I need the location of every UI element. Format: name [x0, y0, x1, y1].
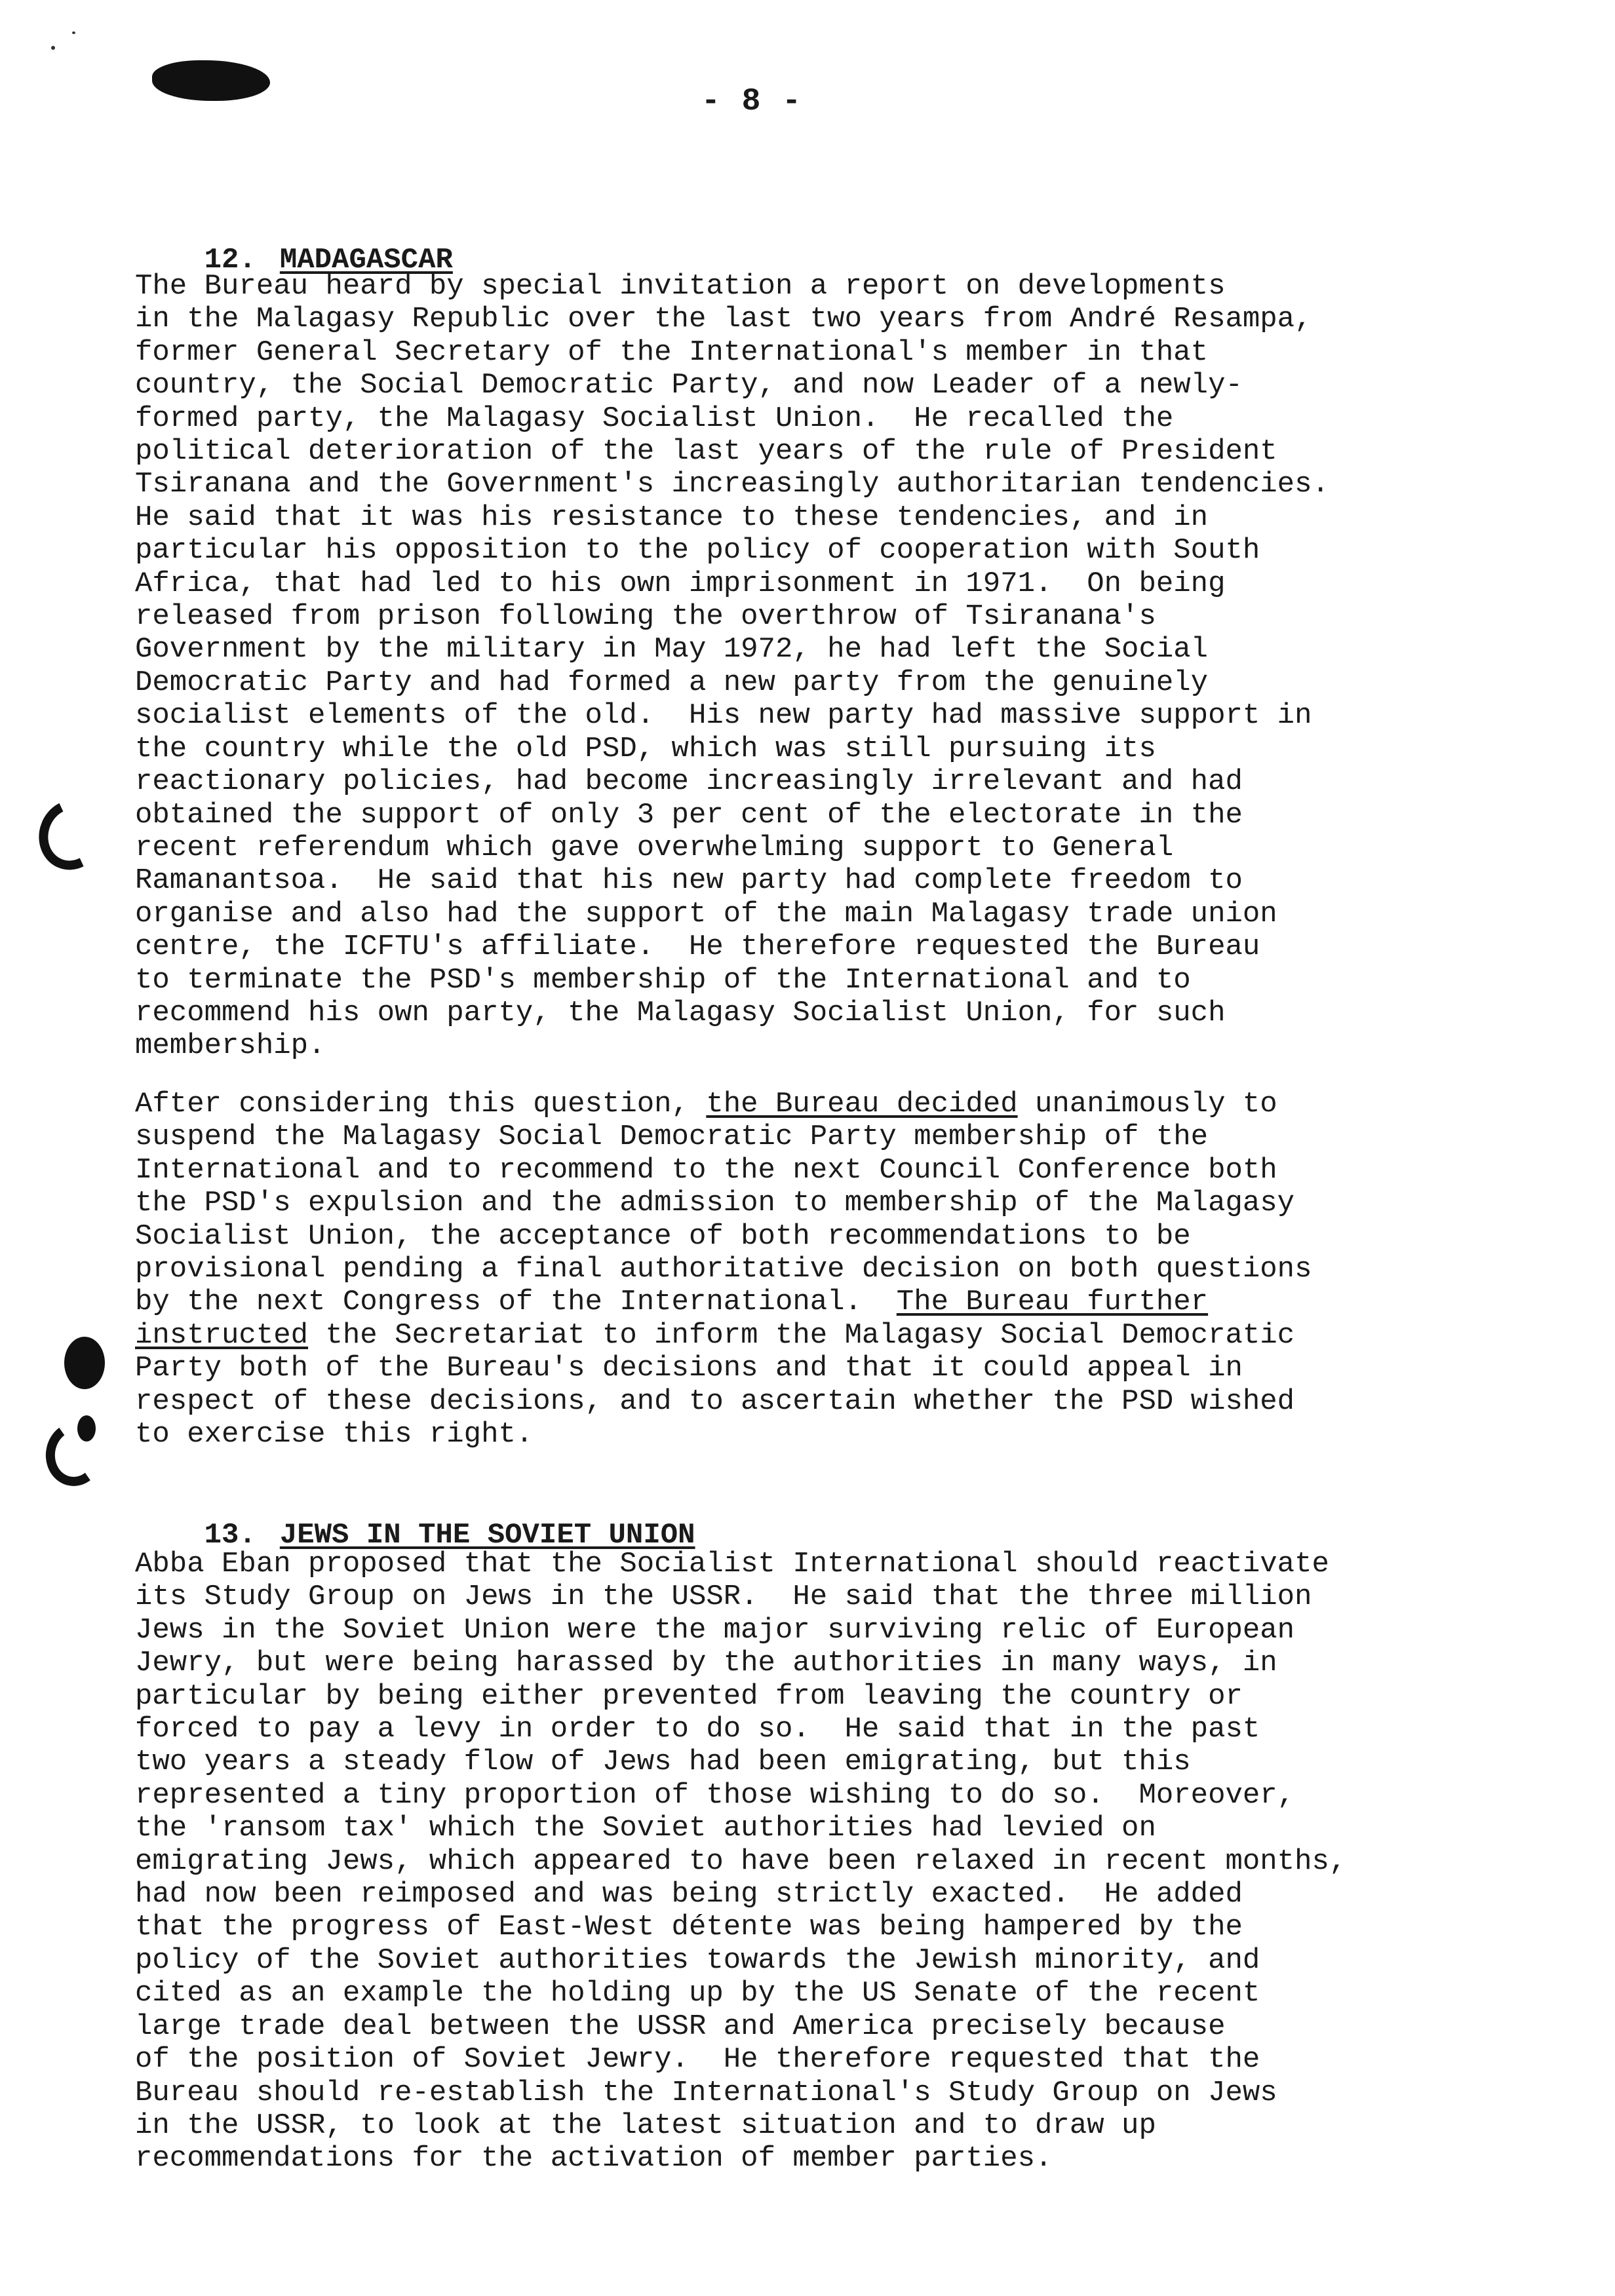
text-line: emigrating Jews, which appeared to have been relaxed in recent months,	[135, 1845, 1347, 1878]
text-segment: After considering this question,	[135, 1088, 707, 1120]
text-line: represented a tiny proportion of those wishing to do so. Moreover,	[135, 1778, 1295, 1812]
underlined-text: The Bureau further	[896, 1286, 1209, 1319]
text-line: socialist elements of the old. His new party had massive support in	[135, 699, 1312, 733]
text-line	[135, 1319, 1538, 1352]
text-line: Ramanantsoa. He said that his new party had complete freedom to	[135, 864, 1243, 898]
text-line: Government by the military in May 1972, he had left the Social	[135, 633, 1209, 666]
text-line: the country while the old PSD, which was still pursuing its	[135, 732, 1156, 765]
paragraph-madagascar-report	[135, 270, 1538, 1063]
underlined-text: the Bureau decided	[706, 1088, 1018, 1120]
text-line: former General Secretary of the International's member in that	[135, 335, 1209, 369]
text-line: large trade deal between the USSR and America precisely because	[135, 2010, 1226, 2043]
text-line	[135, 1088, 1538, 1120]
text-line: suspend the Malagasy Social Democratic Party membership of the	[135, 1120, 1209, 1154]
text-line: that the progress of East-West détente was being hampered by the	[135, 1911, 1243, 1944]
page-number: - 8 -	[701, 84, 803, 119]
text-line: to terminate the PSD's membership of the International and to	[135, 963, 1191, 997]
text-line: two years a steady flow of Jews had been emigrating, but this	[135, 1746, 1191, 1779]
text-line: Jewry, but were being harassed by the authorities in many ways, in	[135, 1647, 1277, 1680]
text-line: Party both of the Bureau's decisions and that it could appeal in	[135, 1352, 1243, 1385]
text-line: recommend his own party, the Malagasy Socialist Union, for such	[135, 996, 1226, 1029]
text-line: particular his opposition to the policy of cooperation with South	[135, 534, 1260, 567]
text-line: particular by being either prevented from leaving the country or	[135, 1679, 1243, 1713]
text-segment: the Secretariat to inform the Malagasy Social Democratic	[308, 1318, 1295, 1352]
text-line: Democratic Party and had formed a new party from the genuinely	[135, 666, 1209, 699]
redaction-mark	[152, 60, 270, 101]
text-line: Jews in the Soviet Union were the major surviving relic of European	[135, 1613, 1295, 1647]
text-line: reactionary policies, had become increasingly irrelevant and had	[135, 765, 1243, 799]
text-line: of the position of Soviet Jewry. He therefore requested that the	[135, 2043, 1260, 2076]
text-line: in the Malagasy Republic over the last two years from André Resampa,	[135, 303, 1312, 336]
text-segment: unanimously to	[1017, 1088, 1277, 1120]
text-line: Bureau should re-establish the International's Study Group on Jews	[135, 2076, 1277, 2109]
text-line: obtained the support of only 3 per cent of the electorate in the	[135, 798, 1243, 832]
text-line: International and to recommend to the next Council Conference both	[135, 1153, 1277, 1187]
text-line: recent referendum which gave overwhelming support to General	[135, 831, 1174, 864]
text-line: the PSD's expulsion and the admission to membership of the Malagasy	[135, 1187, 1295, 1220]
section-number: 12.	[204, 244, 256, 277]
text-line	[135, 1286, 1538, 1318]
text-line: membership.	[135, 1029, 326, 1063]
text-line: to exercise this right.	[135, 1418, 534, 1451]
text-line: had now been reimposed and was being strictly exacted. He added	[135, 1878, 1243, 1911]
text-line: Abba Eban proposed that the Socialist International should reactivate	[135, 1548, 1329, 1580]
scan-speck	[72, 31, 75, 34]
text-line: political deterioration of the last years of the rule of President	[135, 435, 1277, 469]
punch-hole-mark	[41, 1417, 109, 1491]
text-line: organise and also had the support of the main Malagasy trade union	[135, 897, 1277, 930]
text-line: the 'ransom tax' which the Soviet authorities had levied on	[135, 1812, 1156, 1845]
text-line: in the USSR, to look at the latest situation and to draw up	[135, 2109, 1156, 2142]
text-line: Tsiranana and the Government's increasingly authoritarian tendencies.	[135, 468, 1329, 501]
text-line: policy of the Soviet authorities towards the Jewish minority, and	[135, 1943, 1260, 1977]
text-line: The Bureau heard by special invitation a report on developments	[135, 270, 1226, 303]
text-line: provisional pending a final authoritative decision on both questions	[135, 1253, 1312, 1286]
text-segment: by the next Congress of the International.	[135, 1286, 897, 1319]
text-line: forced to pay a levy in order to do so. He said that in the past	[135, 1713, 1260, 1746]
section-title: MADAGASCAR	[279, 244, 453, 277]
punch-hole-mark	[29, 790, 113, 879]
underlined-text: instructed	[135, 1318, 309, 1352]
paragraph-jews-proposal	[135, 1548, 1538, 2175]
text-line: country, the Social Democratic Party, and now Leader of a newly-	[135, 369, 1243, 402]
text-line: He said that it was his resistance to these tendencies, and in	[135, 501, 1209, 534]
text-line: recommendations for the activation of member parties.	[135, 2142, 1053, 2175]
punch-hole-mark	[64, 1337, 105, 1389]
paragraph-madagascar-decision	[135, 1088, 1538, 1451]
text-line: Africa, that had led to his own imprisonment in 1971. On being	[135, 567, 1226, 600]
section-title: JEWS IN THE SOVIET UNION	[279, 1519, 695, 1552]
scan-speck	[51, 46, 55, 50]
text-line: released from prison following the overthrow of Tsiranana's	[135, 600, 1156, 634]
text-line: formed party, the Malagasy Socialist Union. He recalled the	[135, 402, 1174, 435]
text-line: respect of these decisions, and to ascertain whether the PSD wished	[135, 1385, 1295, 1418]
section-number: 13.	[204, 1519, 256, 1552]
text-line: Socialist Union, the acceptance of both recommendations to be	[135, 1219, 1191, 1253]
text-line: its Study Group on Jews in the USSR. He said that the three million	[135, 1580, 1312, 1614]
text-line: cited as an example the holding up by the US Senate of the recent	[135, 1977, 1260, 2010]
text-line: centre, the ICFTU's affiliate. He therefore requested the Bureau	[135, 930, 1260, 964]
